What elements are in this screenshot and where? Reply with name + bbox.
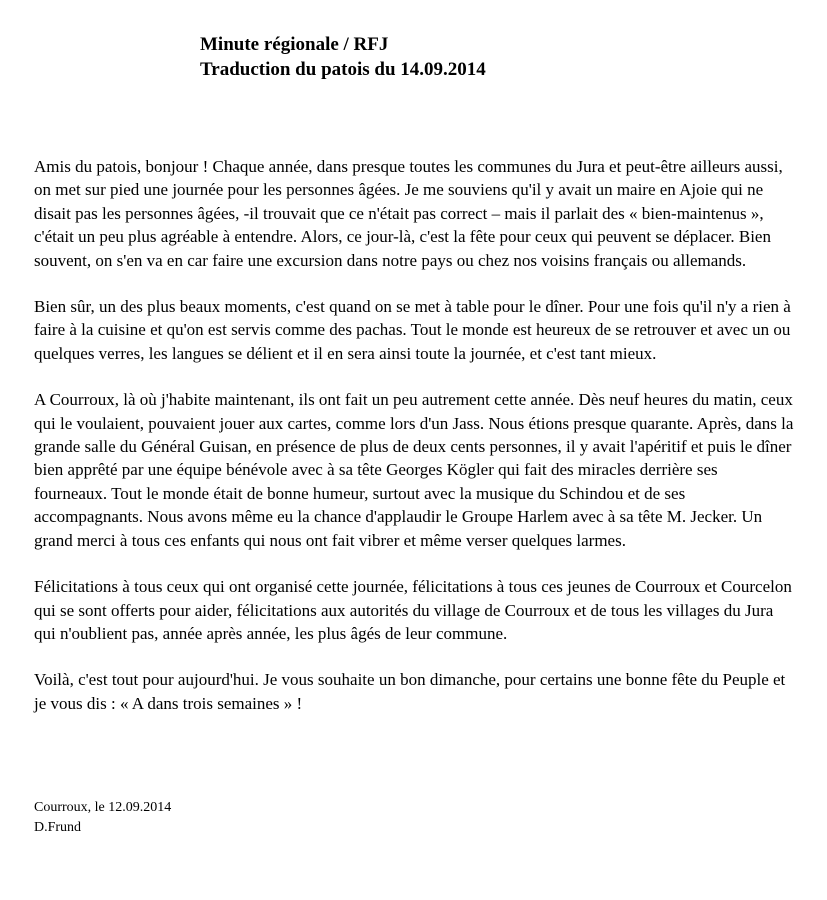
paragraph: Bien sûr, un des plus beaux moments, c'est quand on se met à table pour le dîner. Pour une fois qu'il n'y a rien à faire à la cuisine et qu'on est servis comme des pachas. Tout le monde est heureux de se retrouver et avec un ou quelques verres, les langues se délient et il en sera ainsi toute la journée, et c'est tant mieux. [34,297,791,363]
header-title: Minute régionale / RFJ [200,34,389,55]
document-header [200,32,486,82]
paragraph: Voilà, c'est tout pour aujourd'hui. Je vous souhaite un bon dimanche, pour certains une bonne fête du Peuple et je vous dis : « A dans trois semaines » ! [34,670,786,713]
header-subtitle: Traduction du patois du 14.09.2014 [200,59,486,80]
paragraph: A Courroux, là où j'habite maintenant, ils ont fait un peu autrement cette année. Dès neuf heures du matin, ceux qui le voulaient, pouvaient jouer aux cartes, comme lors d'un Jass. Nous étions presque quarante. Après, dans la grande salle du Général Guisan, en présence de plus de deux cents personnes, il y avait l'apéritif et puis le dîner bien apprêté par une équipe bénévole avec à sa tête Georges Kögler qui fait des miracles derrière ses fourneaux. Tout le monde était de bonne humeur, surtout avec la musique du Schindou et de ses accompagnants. Nous avons même eu la chance d'applaudir le Groupe Harlem avec à sa tête M. Jecker. Un grand merci à tous ces enfants qui nous ont fait vibrer et même verser quelques larmes. [34,390,794,550]
signature-block [34,798,171,838]
document-body [34,155,794,738]
paragraph: Amis du patois, bonjour ! Chaque année, dans presque toutes les communes du Jura et peut-être ailleurs aussi, on met sur pied une journée pour les personnes âgées. Je me souviens qu'il y avait un maire en Ajoie qui ne disait pas les personnes âgées, -il trouvait que ce n'était pas correct – mais il parlait des « bien-maintenus », c'était un peu plus agréable à entendre. Alors, ce jour-là, c'est la fête pour ceux qui peuvent se déplacer. Bien souvent, on s'en va en car faire une excursion dans notre pays ou chez nos voisins français ou allemands. [34,157,783,270]
signature-author: D.Frund [34,820,82,835]
paragraph: Félicitations à tous ceux qui ont organisé cette journée, félicitations à tous ces jeunes de Courroux et Courcelon qui se sont offerts pour aider, félicitations aux autorités du village de Courroux et de tous les villages du Jura qui n'oublient pas, année après année, les plus âgés de leur commune. [34,577,792,643]
signature-place-date: Courroux, le 12.09.2014 [34,800,172,815]
